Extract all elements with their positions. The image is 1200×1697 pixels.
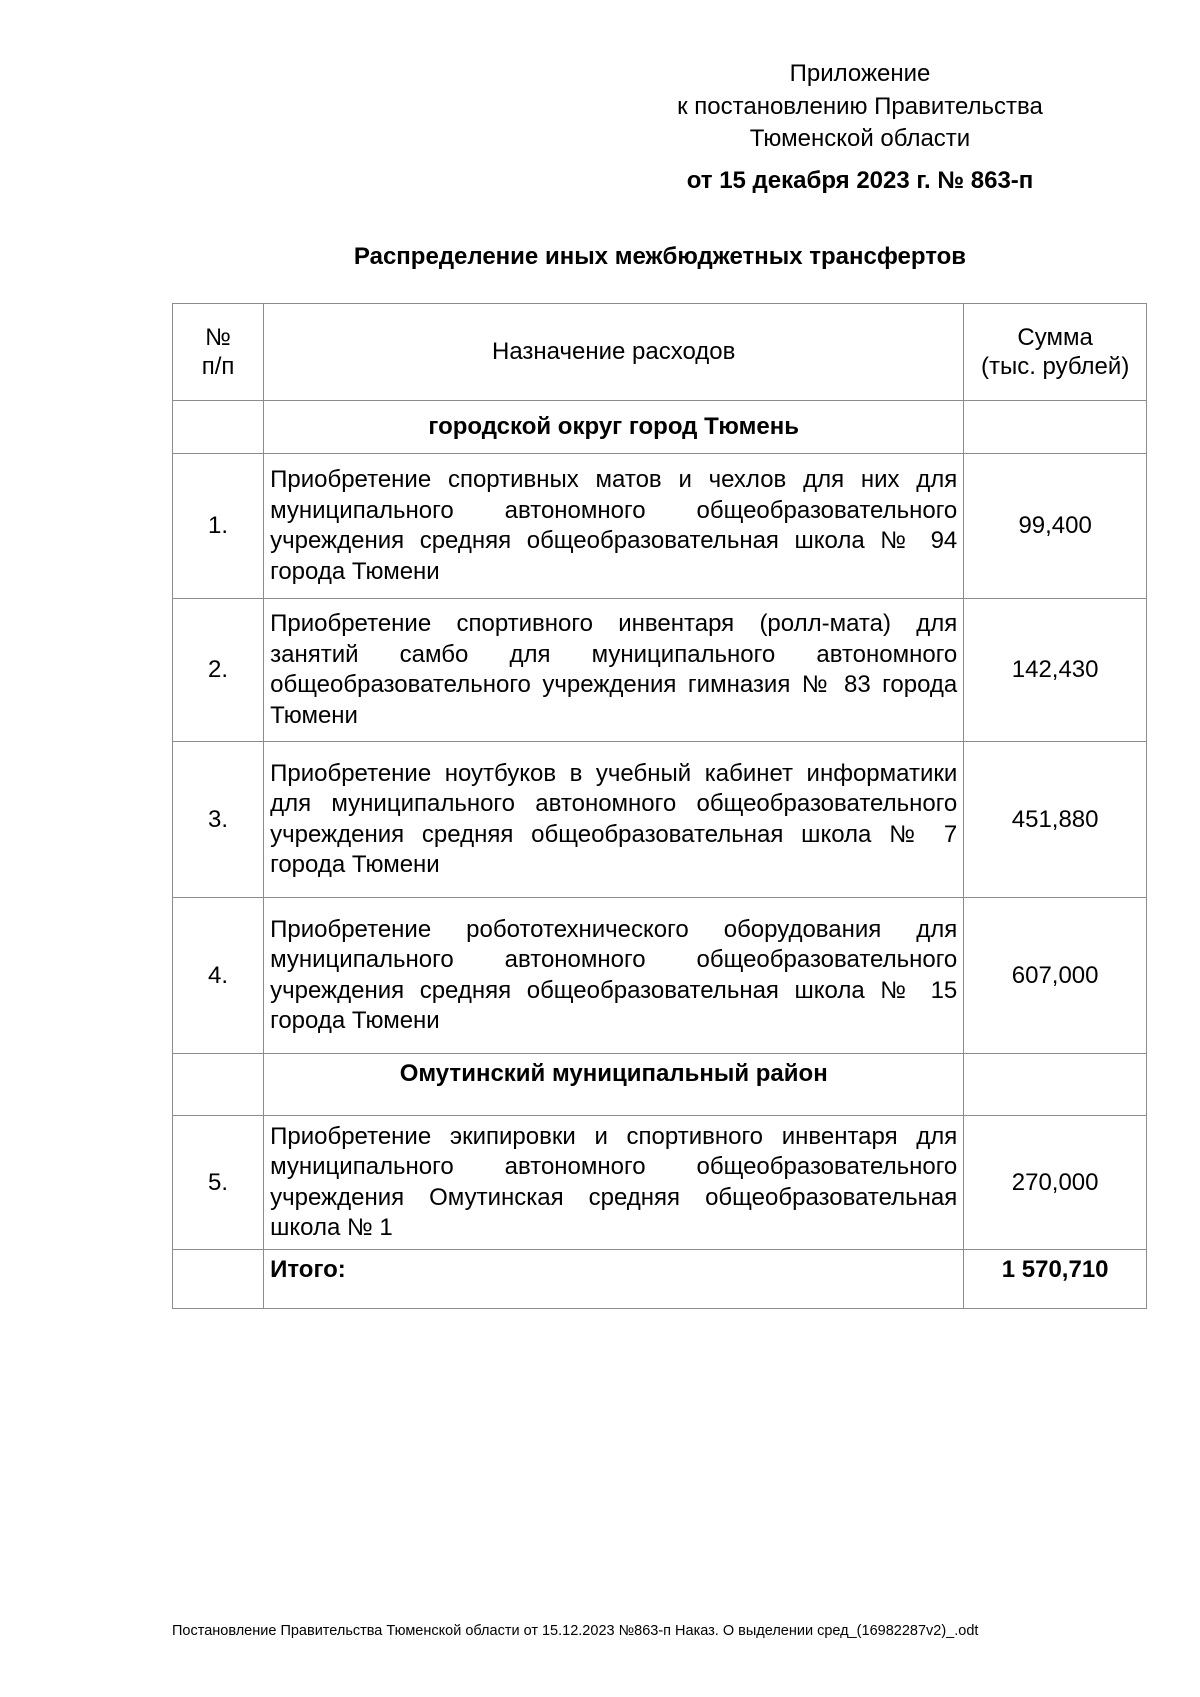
row-number: 2. <box>173 599 264 742</box>
row-number: 3. <box>173 742 264 898</box>
section-name: Омутинский муниципальный район <box>264 1054 964 1116</box>
row-number: 1. <box>173 454 264 599</box>
row-sum: 607,000 <box>964 898 1147 1054</box>
appendix-region: Тюменской области <box>749 125 971 152</box>
decree-date-number: от 15 декабря 2023 г. № 863-п <box>686 167 1034 194</box>
row-sum: 142,430 <box>964 599 1147 742</box>
header-sum <box>964 304 1147 401</box>
row-purpose: Приобретение робототехнического оборудования для муниципального автономного общеобразовательного учреждения средняя общеобразовательная школа № 15 города Тюмени <box>270 915 958 1034</box>
table-header-row <box>173 304 1147 401</box>
header-number-line2: п/п <box>201 353 235 380</box>
row-sum: 270,000 <box>964 1116 1147 1250</box>
table-row <box>173 1116 1147 1250</box>
row-purpose: Приобретение экипировки и спортивного инвентаря для муниципального автономного общеобразовательного учреждения Омутинская средняя общеобразовательная школа № 1 <box>270 1122 958 1241</box>
file-footer: Постановление Правительства Тюменской области от 15.12.2023 №863-п Наказ. О выделении сред_(16982287v2)_.odt <box>172 1623 979 1639</box>
header-sum-line1: Сумма <box>1017 324 1093 351</box>
table-row <box>173 599 1147 742</box>
table-row <box>173 742 1147 898</box>
header-sum-line2: (тыс. рублей) <box>980 353 1130 380</box>
section-name: городской округ город Тюмень <box>264 401 964 454</box>
appendix-label: Приложение <box>789 60 931 87</box>
table-row <box>173 454 1147 599</box>
section-row <box>173 1054 1147 1116</box>
row-purpose: Приобретение ноутбуков в учебный кабинет информатики для муниципального автономного общеобразовательного учреждения средняя общеобразовательная школа № 7 города Тюмени <box>270 759 958 878</box>
appendix-reference: к постановлению Правительства <box>677 93 1043 120</box>
table-row <box>173 898 1147 1054</box>
row-purpose: Приобретение спортивных матов и чехлов для них для муниципального автономного общеобразовательного учреждения средняя общеобразовательная школа № 94 города Тюмени <box>270 466 958 585</box>
row-sum: 99,400 <box>964 454 1147 599</box>
header-purpose: Назначение расходов <box>264 304 964 401</box>
document-title: Распределение иных межбюджетных трансфертов <box>353 243 967 270</box>
row-number: 4. <box>173 898 264 1054</box>
header-number-line1: № <box>205 324 231 351</box>
total-row <box>173 1250 1147 1309</box>
row-sum: 451,880 <box>964 742 1147 898</box>
transfers-table <box>172 303 1147 1309</box>
row-number: 5. <box>173 1116 264 1250</box>
header-number <box>173 304 264 401</box>
total-label: Итого: <box>264 1250 964 1309</box>
row-purpose: Приобретение спортивного инвентаря (ролл-мата) для занятий самбо для муниципального автономного общеобразовательного учреждения гимназия № 83 города Тюмени <box>270 610 958 729</box>
section-row <box>173 401 1147 454</box>
total-sum: 1 570,710 <box>964 1250 1147 1309</box>
